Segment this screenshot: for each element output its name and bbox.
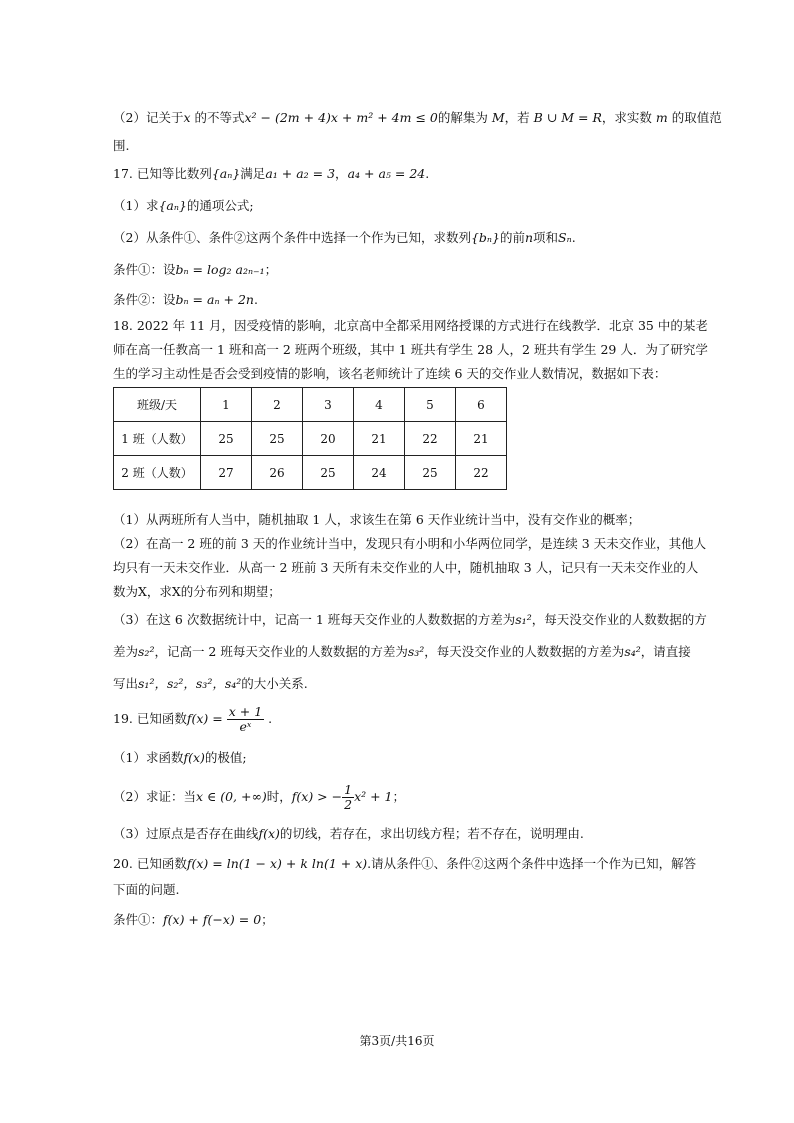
sequence-b: {bₙ} [470, 230, 500, 245]
text-segment: （2）求证：当 [113, 789, 196, 804]
text-segment: 的前 [499, 230, 525, 245]
q19-part3 [113, 824, 584, 844]
table-cell: 25 [405, 456, 456, 490]
sequence-a: {aₙ} [211, 166, 241, 181]
q19-stem [113, 702, 272, 736]
fraction-denominator: 2 [344, 797, 353, 812]
function-f: f(x) = [186, 711, 227, 726]
text-segment: （3）在这 6 次数据统计中，记高一 1 班每天交作业的人数数据的方差为 [113, 612, 516, 627]
table-header-cell: 5 [405, 388, 456, 422]
condition-a1a2: a₁ + a₂ = 3 [265, 166, 336, 181]
text-segment: 差为 [113, 644, 139, 659]
text-segment: 写出 [113, 676, 139, 691]
condition1-formula: f(x) + f(−x) = 0 [163, 912, 262, 927]
table-cell: 21 [456, 422, 507, 456]
q19-part1 [113, 748, 247, 768]
q18-part2-line3: 数为X，求X的分布列和期望； [113, 584, 281, 599]
text-segment: 条件①： [113, 912, 164, 927]
q19-part2 [113, 780, 405, 814]
text-segment: （2）记关于 [113, 110, 184, 125]
function-f: f(x) [183, 750, 205, 765]
text-segment: ； [392, 789, 406, 804]
condition-a4a5: a₄ + a₅ = 24 [347, 166, 426, 181]
text-segment: 的不等式 [190, 110, 245, 125]
variance-s3: s₃² [407, 644, 425, 659]
table-cell: 21 [354, 422, 405, 456]
text-segment: 19. 已知函数 [113, 711, 187, 726]
table-cell: 20 [303, 422, 354, 456]
q17-part2 [113, 228, 576, 248]
text-segment: 的切线，若存在，求出切线方程；若不存在，说明理由. [279, 826, 584, 841]
q17-condition2 [113, 290, 258, 310]
table-cell: 22 [405, 422, 456, 456]
sequence-a: {aₙ} [158, 198, 187, 213]
q18-part1: （1）从两班所有人当中，随机抽取 1 人，求该生在第 6 天作业统计当中，没有交作业的概率； [113, 512, 641, 527]
text-segment: .请从条件①、条件②这两个条件中选择一个作为已知，解答 [367, 856, 697, 871]
q18-stem-line3: 生的学习主动性是否会受到疫情的影响，该名老师统计了连续 6 天的交作业人数情况，数据如下表： [113, 366, 667, 381]
condition1-formula: bₙ = log₂ a₂ₙ₋₁ [175, 262, 265, 277]
text-segment: . [425, 166, 430, 181]
text-segment: ，请直接 [640, 644, 691, 659]
q18-part2-line1: （2）在高一 2 班的前 3 天的作业统计当中，发现只有小明和小华两位同学，是连续 3 天未交作业，其他人 [113, 536, 707, 551]
inequality-left: f(x) > − [291, 789, 343, 804]
text-segment: 时， [266, 789, 292, 804]
text-segment: ，每天没交作业的人数数据的方 [531, 612, 707, 627]
text-segment: 的极值; [204, 750, 247, 765]
table-cell: 26 [252, 456, 303, 490]
union-formula: B ∪ M = R [533, 110, 602, 125]
text-segment: （2）从条件①、条件②这两个条件中选择一个作为已知，求数列 [113, 230, 471, 245]
table-cell: 25 [201, 422, 252, 456]
text-segment: . [253, 292, 258, 307]
text-segment: 20. 已知函数 [113, 856, 187, 871]
homework-table [113, 387, 507, 490]
q17-condition1 [113, 260, 277, 280]
table-header-row [114, 388, 507, 422]
text-segment: ，记高一 2 班每天交作业的人数数据的方差为 [154, 644, 408, 659]
page-footer: 第3页/共16页 [359, 1034, 435, 1048]
text-segment: 条件①：设 [113, 262, 176, 277]
q20-stem [113, 854, 696, 874]
variance-s2: s₂² [138, 644, 155, 659]
variance-s1: s₁² [515, 612, 532, 627]
var-M: M [491, 110, 505, 125]
text-segment: . [264, 711, 273, 726]
q17-part1 [113, 196, 254, 216]
text-segment: ； [264, 262, 278, 277]
text-segment: 项和 [533, 230, 559, 245]
table-row [114, 422, 507, 456]
fraction-denominator: eˣ [239, 719, 252, 734]
table-header-cell: 1 [201, 388, 252, 422]
table-header-cell: 2 [252, 388, 303, 422]
text-segment: 的取值范 [667, 110, 722, 125]
text-segment: ，每天没交作业的人数数据的方差为 [424, 644, 625, 659]
table-cell: 22 [456, 456, 507, 490]
q17-stem [113, 164, 429, 184]
text-segment: 的大小关系. [241, 676, 308, 691]
text-segment: 的解集为 [437, 110, 492, 125]
q18-part2-line2: 均只有一天未交作业．从高一 2 班前 3 天所有未交作业的人中，随机抽取 3 人，记只有一天未交作业的人 [113, 560, 699, 575]
table-header-cell: 3 [303, 388, 354, 422]
domain-formula: x ∈ (0, +∞) [195, 789, 267, 804]
var-n: n [524, 230, 534, 245]
text-segment: （3）过原点是否存在曲线 [113, 826, 259, 841]
text-segment: ， [335, 166, 348, 181]
q16-part2-line1 [113, 108, 722, 128]
q18-part3-line3 [113, 674, 308, 694]
fraction-numerator: x + 1 [228, 704, 263, 719]
sum-S: Sₙ [558, 230, 572, 245]
condition2-formula: bₙ = aₙ + 2n [175, 292, 254, 307]
table-header-cell: 班级/天 [114, 388, 201, 422]
text-segment: 的通项公式; [186, 198, 254, 213]
fraction-half [342, 783, 354, 812]
function-f-q20: f(x) = ln(1 − x) + k ln(1 + x) [186, 856, 368, 871]
text-segment: （1）求 [113, 198, 159, 213]
table-header-cell: 6 [456, 388, 507, 422]
inequality-formula: x² − (2m + 4)x + m² + 4m ≤ 0 [244, 110, 438, 125]
var-x: x [183, 110, 191, 125]
table-row [114, 456, 507, 490]
variance-list: s₁²，s₂²，s₃²，s₄² [138, 676, 242, 691]
fraction [227, 705, 264, 734]
text-segment: ，求实数 [601, 110, 656, 125]
table-cell: 27 [201, 456, 252, 490]
text-segment: 条件②：设 [113, 292, 176, 307]
text-segment: ； [261, 912, 274, 927]
inequality-right: x² + 1 [354, 789, 393, 804]
table-header-cell: 4 [354, 388, 405, 422]
q20-stem-line2: 下面的问题. [113, 882, 180, 897]
q18-stem-line2: 师在高一任教高一 1 班和高一 2 班两个班级，其中 1 班共有学生 28 人，2 班共有学生 29 人．为了研究学 [113, 342, 708, 357]
text-segment: 17. 已知等比数列 [113, 166, 212, 181]
variance-s4: s₄² [624, 644, 641, 659]
table-cell: 25 [303, 456, 354, 490]
q18-stem-line1: 18. 2022 年 11 月，因受疫情的影响，北京高中全都采用网络授课的方式进行在线教学．北京 35 中的某老 [113, 318, 708, 333]
text-segment: . [571, 230, 576, 245]
var-m: m [655, 110, 668, 125]
q20-condition1 [113, 910, 274, 930]
table-cell: 25 [252, 422, 303, 456]
q18-part3-line1 [113, 610, 707, 630]
q18-part3-line2 [113, 642, 691, 662]
text-segment: （1）求函数 [113, 750, 184, 765]
function-f: f(x) [258, 826, 280, 841]
table-cell: 2 班（人数） [114, 456, 201, 490]
table-cell: 1 班（人数） [114, 422, 201, 456]
fraction-numerator: 1 [344, 782, 353, 797]
table-cell: 24 [354, 456, 405, 490]
text-segment: 满足 [240, 166, 266, 181]
text-segment: ，若 [504, 110, 534, 125]
q16-part2-line2: 围. [113, 138, 130, 153]
